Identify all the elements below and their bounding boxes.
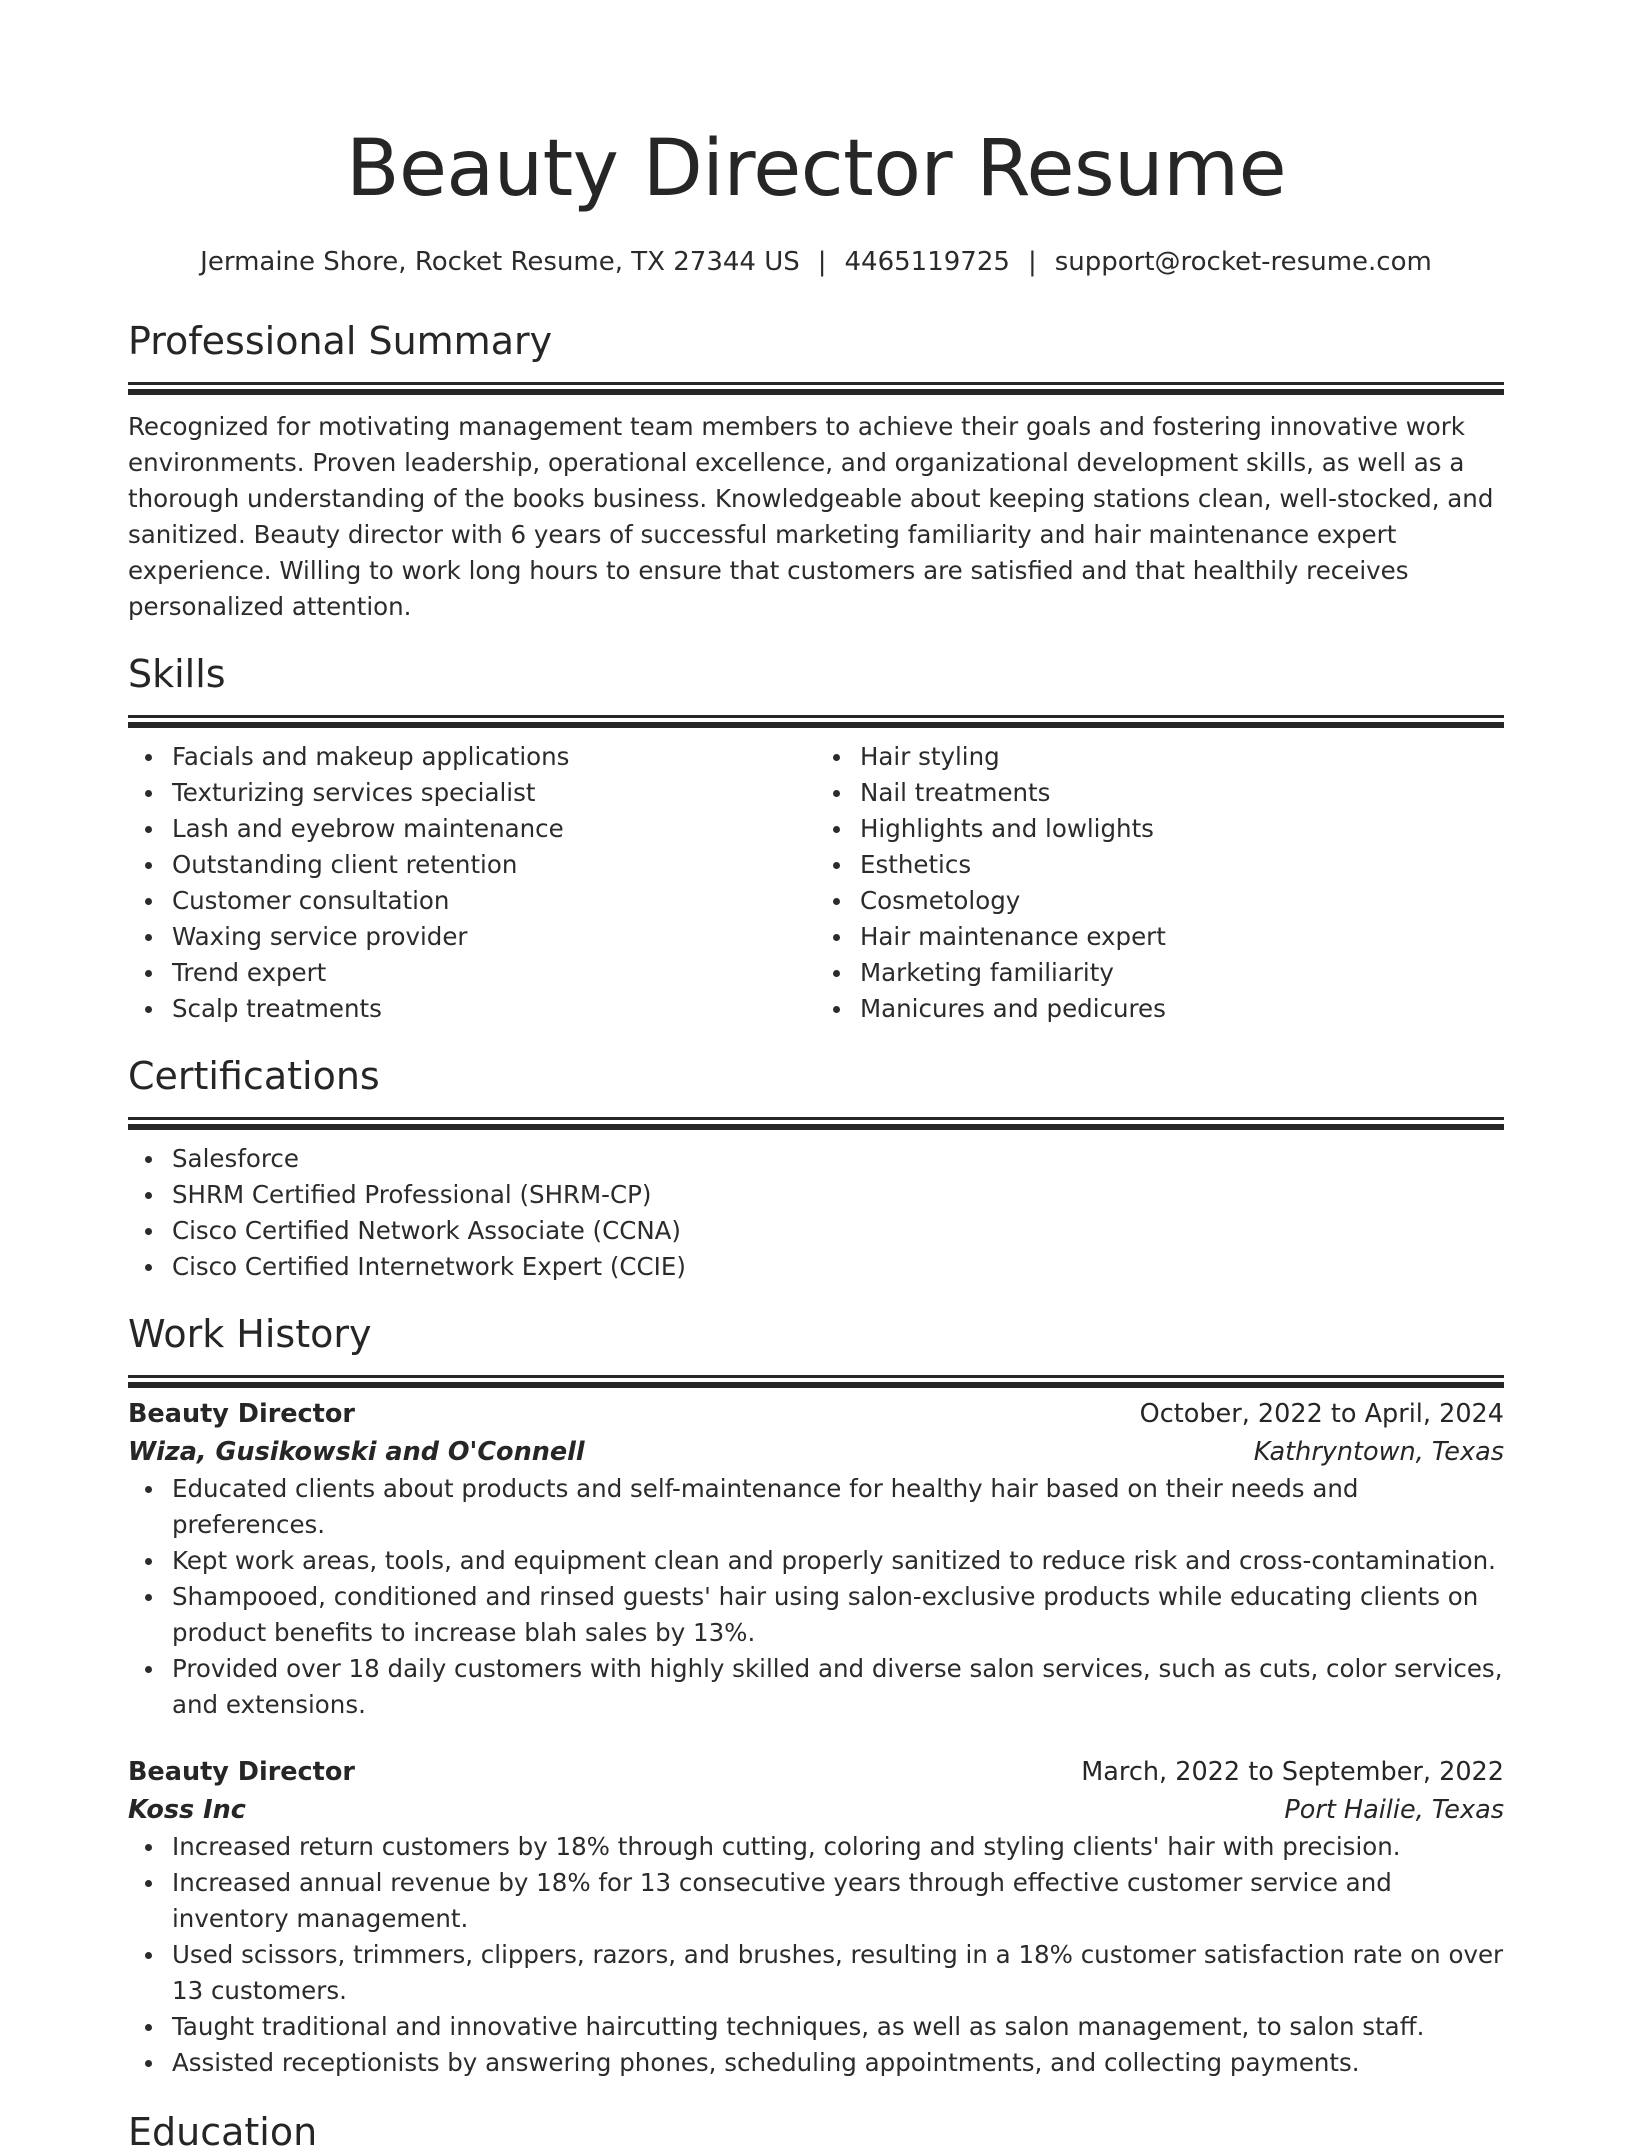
list-item: Hair styling	[860, 739, 1504, 775]
list-item: Cisco Certified Internetwork Expert (CCIE)	[172, 1249, 1504, 1285]
list-item: Scalp treatments	[172, 991, 816, 1027]
list-item: Esthetics	[860, 847, 1504, 883]
summary-body	[128, 409, 1504, 625]
section-divider	[128, 715, 1504, 718]
job-bullets	[128, 1471, 1504, 1723]
list-item: Increased annual revenue by 18% for 13 consecutive years through effective customer service and inventory management.	[172, 1865, 1504, 1937]
list-item: Outstanding client retention	[172, 847, 816, 883]
section-divider	[128, 382, 1504, 385]
list-item: Lash and eyebrow maintenance	[172, 811, 816, 847]
education-section	[128, 2109, 1504, 2155]
list-item: Shampooed, conditioned and rinsed guests' hair using salon-exclusive products while educating clients on product benefits to increase blah sales by 13%.	[172, 1579, 1504, 1651]
list-item: Assisted receptionists by answering phones, scheduling appointments, and collecting payments.	[172, 2045, 1504, 2081]
list-item: Trend expert	[172, 955, 816, 991]
skills-column-right	[816, 739, 1504, 1027]
list-item: Texturizing services specialist	[172, 775, 816, 811]
list-item: Waxing service provider	[172, 919, 816, 955]
list-item: Marketing familiarity	[860, 955, 1504, 991]
list-item: SHRM Certified Professional (SHRM-CP)	[172, 1177, 1504, 1213]
job-entry	[128, 1753, 1504, 2081]
skills-section	[128, 651, 1504, 1027]
job-entry	[128, 1395, 1504, 1723]
work-history-section	[128, 1311, 1504, 2081]
job-title: Beauty Director	[128, 1399, 355, 1429]
skills-column-left	[128, 739, 816, 1027]
job-company: Koss Inc	[128, 1795, 246, 1825]
job-dates: October, 2022 to April, 2024	[1139, 1399, 1504, 1429]
list-item: Increased return customers by 18% through cutting, coloring and styling clients' hair with precision.	[172, 1829, 1504, 1865]
education-heading: Education	[128, 2110, 318, 2154]
summary-heading: Professional Summary	[128, 319, 553, 363]
section-divider	[128, 1375, 1504, 1378]
list-item: Facials and makeup applications	[172, 739, 816, 775]
list-item: Kept work areas, tools, and equipment clean and properly sanitized to reduce risk and cross-contamination.	[172, 1543, 1504, 1579]
skills-heading: Skills	[128, 652, 226, 696]
list-item: Customer consultation	[172, 883, 816, 919]
contact-separator: |	[1027, 247, 1037, 277]
job-subheader	[128, 1791, 1504, 1829]
skills-columns	[128, 739, 1504, 1027]
list-item: Used scissors, trimmers, clippers, razors, and brushes, resulting in a 18% customer satisfaction rate on over 13 customers.	[172, 1937, 1504, 2009]
section-divider	[128, 1117, 1504, 1120]
page-title: Beauty Director Resume	[345, 124, 1287, 214]
list-item: Cosmetology	[860, 883, 1504, 919]
contact-separator: |	[817, 247, 827, 277]
job-header	[128, 1395, 1504, 1433]
job-subheader	[128, 1433, 1504, 1471]
certifications-list	[128, 1141, 1504, 1285]
list-item: Salesforce	[172, 1141, 1504, 1177]
list-item: Highlights and lowlights	[860, 811, 1504, 847]
job-location: Kathryntown, Texas	[1253, 1437, 1504, 1467]
job-location: Port Hailie, Texas	[1284, 1795, 1504, 1825]
job-bullets	[128, 1829, 1504, 2081]
work-history-heading: Work History	[128, 1312, 372, 1356]
list-item: Taught traditional and innovative haircutting techniques, as well as salon management, to salon staff.	[172, 2009, 1504, 2045]
contact-email: support@rocket-resume.com	[1054, 247, 1432, 277]
list-item: Educated clients about products and self-maintenance for healthy hair based on their needs and preferences.	[172, 1471, 1504, 1543]
summary-section	[128, 318, 1504, 625]
list-item: Nail treatments	[860, 775, 1504, 811]
certifications-heading: Certifications	[128, 1054, 380, 1098]
job-dates: March, 2022 to September, 2022	[1081, 1757, 1504, 1787]
contact-line	[128, 246, 1504, 278]
skills-list-right	[816, 739, 1504, 1027]
job-header	[128, 1753, 1504, 1791]
certifications-section	[128, 1053, 1504, 1285]
contact-phone: 4465119725	[844, 247, 1010, 277]
job-company: Wiza, Gusikowski and O'Connell	[128, 1437, 585, 1467]
certifications-body	[128, 1141, 1504, 1285]
job-title: Beauty Director	[128, 1757, 355, 1787]
contact-address: Jermaine Shore, Rocket Resume, TX 27344 US	[200, 247, 800, 277]
list-item: Manicures and pedicures	[860, 991, 1504, 1027]
list-item: Provided over 18 daily customers with highly skilled and diverse salon services, such as cuts, color services, and extensions.	[172, 1651, 1504, 1723]
list-item: Cisco Certified Network Associate (CCNA)	[172, 1213, 1504, 1249]
summary-text: Recognized for motivating management team members to achieve their goals and fostering innovative work environments. Proven leadership, operational excellence, and organizational development skills, as well as a thorough understanding of the books business. Knowledgeable about keeping stations clean, well-stocked, and sanitized. Beauty director with 6 years of successful marketing familiarity and hair maintenance expert experience. Willing to work long hours to ensure that customers are satisfied and that healthily receives personalized attention.	[128, 412, 1494, 621]
list-item: Hair maintenance expert	[860, 919, 1504, 955]
skills-list-left	[128, 739, 816, 1027]
